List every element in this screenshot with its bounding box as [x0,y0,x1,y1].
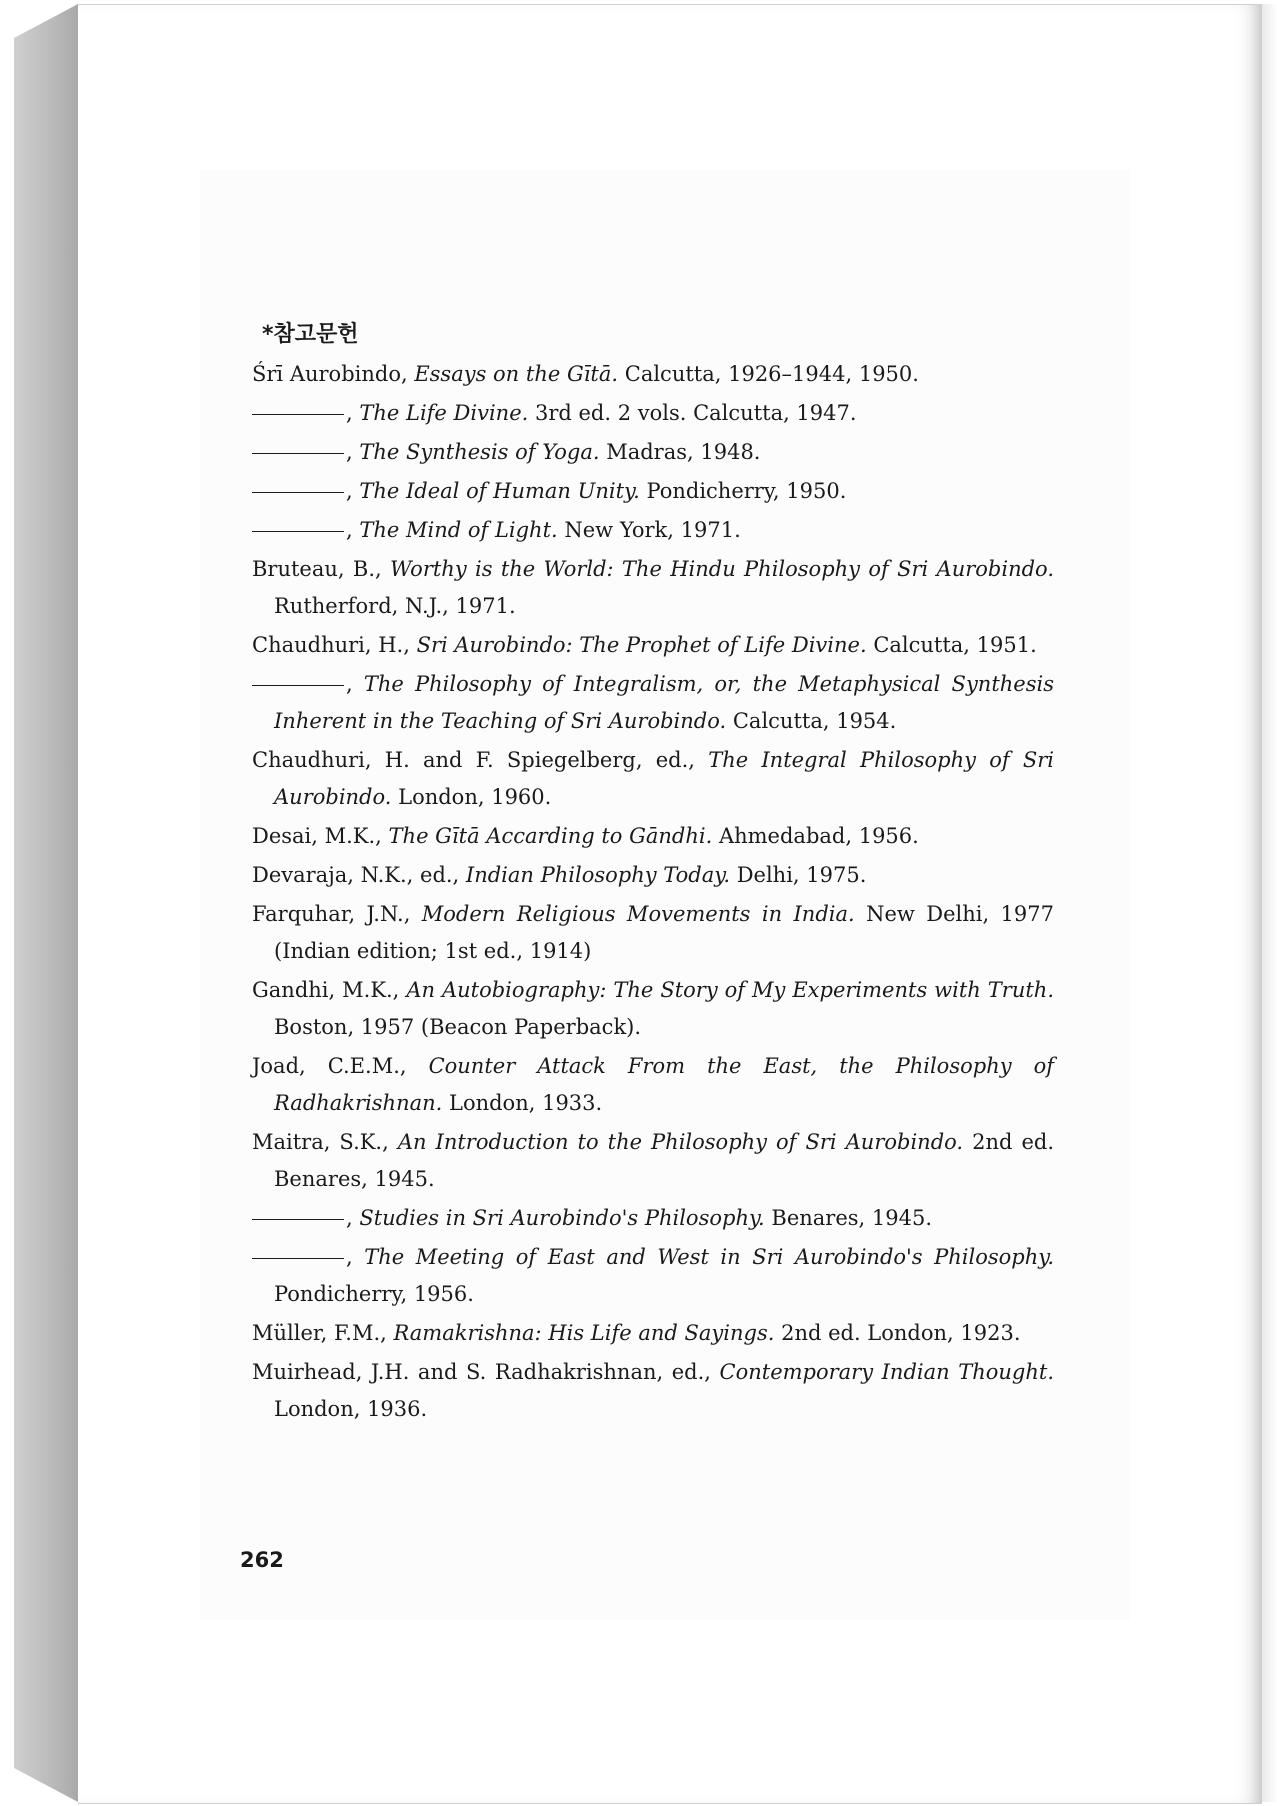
entry-title: The Synthesis of Yoga. [359,440,600,464]
bib-entry [252,356,1054,393]
entry-publication: Madras, 1948. [599,440,761,464]
entry-publication: Ahmedabad, 1956. [712,824,919,848]
entry-title: The Integral Philosophy of Sri Aurobindo. [274,748,1054,809]
entry-title: The Ideal of Human Unity. [359,479,640,503]
repeat-author-dash [252,1219,344,1220]
page-number: 262 [240,1548,284,1572]
book-spine [14,4,78,1802]
entry-author: , [346,401,360,425]
bibliography-heading: *참고문헌 [262,322,359,347]
entry-title: Contemporary Indian Thought. [719,1360,1054,1384]
entry-publication: Pondicherry, 1956. [274,1282,474,1306]
entry-title: The Mind of Light. [359,518,558,542]
bib-entry [252,818,1054,855]
entry-author: Müller, F.M., [252,1321,394,1345]
repeat-author-dash [252,414,344,415]
entry-author: Gandhi, M.K., [252,978,407,1002]
bib-entry [252,512,1054,549]
entry-publication: 2nd ed. Benares, 1945. [274,1130,1055,1191]
entry-publication: London, 1936. [274,1397,428,1421]
bib-entry [252,395,1054,432]
page-edge [1262,4,1277,1802]
bib-entry [252,972,1054,1046]
bibliography [252,318,1054,1430]
bib-entry [252,1124,1054,1198]
bib-entry [252,1239,1054,1313]
entry-author: Chaudhuri, H., [252,633,417,657]
repeat-author-dash [252,685,344,686]
entry-publication: London, 1933. [442,1091,603,1115]
entry-title: Modern Religious Movements in India. [421,902,855,926]
entry-publication: New Delhi, 1977 (Indian edition; 1st ed., 1914) [274,902,1054,963]
entry-author: Bruteau, B., [252,557,391,581]
entry-title: Sri Aurobindo: The Prophet of Life Divine. [416,633,867,657]
entry-publication: London, 1960. [391,785,552,809]
entry-publication: Boston, 1957 (Beacon Paperback). [274,1015,642,1039]
entry-title: Ramakrishna: His Life and Sayings. [393,1321,775,1345]
repeat-author-dash [252,492,344,493]
repeat-author-dash [252,1258,344,1259]
entry-publication: Calcutta, 1951. [866,633,1037,657]
bib-entry [252,434,1054,471]
entry-author: , [346,1206,360,1230]
entry-author: Chaudhuri, H. and F. Spiegelberg, ed., [252,748,709,772]
entry-author: Muirhead, J.H. and S. Radhakrishnan, ed., [252,1360,720,1384]
entry-author: Farquhar, J.N., [252,902,422,926]
entry-title: An Introduction to the Philosophy of Sri Aurobindo. [397,1130,964,1154]
bib-entry [252,857,1054,894]
entry-publication: Calcutta, 1926–1944, 1950. [618,362,919,386]
repeat-author-dash [252,453,344,454]
entry-author: , [346,440,360,464]
entry-title: The Meeting of East and West in Sri Aurobindo's Philosophy. [364,1245,1054,1269]
entry-author: , [346,518,360,542]
entry-author: Desai, M.K., [252,824,389,848]
entry-title: The Philosophy of Integralism, or, the Metaphysical Synthesis Inherent in the Teaching of Sri Aurobindo. [274,672,1054,733]
bib-entry [252,1048,1054,1122]
entry-title: Studies in Sri Aurobindo's Philosophy. [359,1206,765,1230]
entry-author: , [346,479,360,503]
bib-entry [252,666,1054,740]
entry-publication: Benares, 1945. [764,1206,933,1230]
entry-publication: New York, 1971. [557,518,741,542]
entry-title: Indian Philosophy Today. [465,863,731,887]
bib-entry [252,1354,1054,1428]
entry-author: Joad, C.E.M., [252,1054,429,1078]
repeat-author-dash [252,531,344,532]
entry-title: Counter Attack From the East, the Philosophy of Radhakrishnan. [274,1054,1054,1115]
entry-author: Śrī Aurobindo, [252,362,415,386]
entry-publication: Calcutta, 1954. [726,709,897,733]
entry-title: The Gītā Accarding to Gāndhi. [388,824,713,848]
entry-publication: 3rd ed. 2 vols. Calcutta, 1947. [528,401,857,425]
entry-title: The Life Divine. [359,401,529,425]
bib-entry [252,473,1054,510]
bib-entry [252,627,1054,664]
entry-author: , [346,672,364,696]
entry-author: , [346,1245,365,1269]
bib-entry [252,1200,1054,1237]
entry-author: Devaraja, N.K., ed., [252,863,466,887]
entry-author: Maitra, S.K., [252,1130,398,1154]
entry-title: An Autobiography: The Story of My Experiments with Truth. [406,978,1054,1002]
bib-entry [252,742,1054,816]
entry-publication: Pondicherry, 1950. [639,479,847,503]
entry-title: Worthy is the World: The Hindu Philosophy of Sri Aurobindo. [390,557,1054,581]
entry-publication: Rutherford, N.J., 1971. [274,594,516,618]
bib-entry [252,1315,1054,1352]
entry-publication: 2nd ed. London, 1923. [774,1321,1021,1345]
entry-title: Essays on the Gītā. [414,362,619,386]
bib-entry [252,551,1054,625]
bib-entry [252,896,1054,970]
entry-publication: Delhi, 1975. [730,863,867,887]
